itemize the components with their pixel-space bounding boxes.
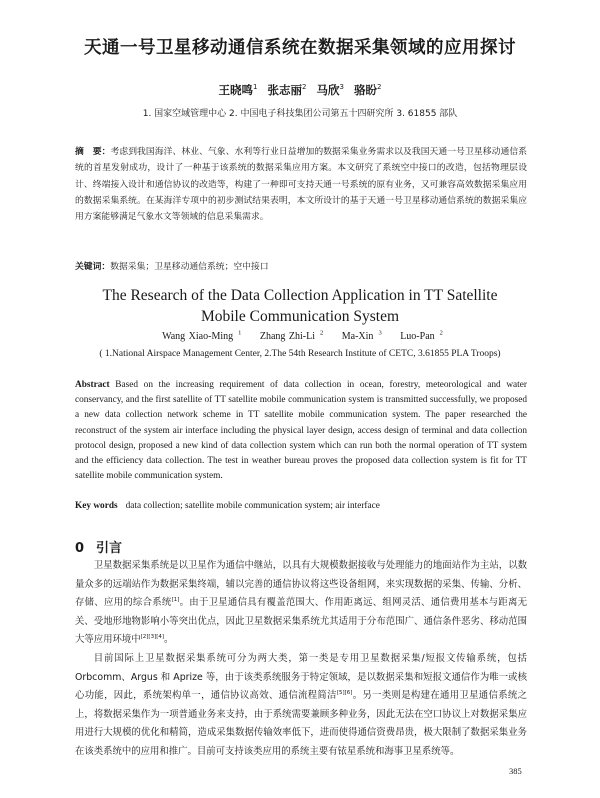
author: Zhang Zhi-Li $^2$ <box>259 330 324 343</box>
english-title: The Research of the Data Collection Application in TT Satellite Mobile Communication System <box>102 287 498 325</box>
english-keywords-label: Key words <box>75 501 118 511</box>
paragraph: 卫星数据采集系统是以卫星作为通信中继站，以具有大规模数据接收与处理能力的地面站作为主站，以数量众多的远端站作为数据采集终端，辅以完善的通信协议将这些设备组网，来实现数据的采集、传输、分析、存储、应用的综合系统[1]。由于卫星通信具有覆盖范围大、作用距离远、组网灵活、通信费用基本与距离无关、受地形地物影响小等突出优点，因此卫星数据采集系统尤其适用于分布范围广、通信条件恶劣、移动范围大等应用环境中[2][3][4]。 <box>75 560 527 646</box>
chinese-abstract-text: 考虑到我国海洋、林业、气象、水利等行业日益增加的数据采集业务需求以及我国天通一号卫星移动通信系统的首星发射成功，设计了一种基于该系统的数据采集应用方案。本文研究了系统空中接口的改造，包括物理层设计、终端接入设计和通信协议的改造等，构建了一种即可支持天通一号系统的原有业务，又可兼容高效数据采集应用的数据采集系统。在某海洋专项中的初步测试结果表明，本文所设计的基于天通一号卫星移动通信系统的数据采集应用方案能够满足气象水文等领域的信息采集需求。 <box>75 147 527 223</box>
section-body <box>75 557 527 762</box>
english-abstract-text: Based on the increasing requirement of data collection in ocean, forestry, meteorological and water conservancy, and the first satellite of TT satellite mobile communication system is transmitted successfully, we proposed a new data collection network scheme in TT satellite mobile communication system. The paper researched the reconstruct of the system air interface including the physical layer design, access design of terminal and data collection protocol design, proposed a new kind of data collection system which can run both the normal operation of TT system and the efficiency data collection. The test in weather bureau proves the proposed data collection system is fit for TT satellite mobile communication system. <box>75 380 527 482</box>
english-authors <box>0 330 600 342</box>
section-title: 引言 <box>96 541 123 556</box>
author: 骆盼$^2$ <box>353 83 382 97</box>
author: 王晓鸣$^1$ <box>218 83 258 97</box>
chinese-title: 天通一号卫星移动通信系统在数据采集领域的应用探讨 <box>84 38 516 58</box>
english-keywords-text: data collection; satellite mobile communication system; air interface <box>125 501 380 511</box>
author: 张志丽$^2$ <box>267 83 307 97</box>
chinese-keywords <box>75 259 527 272</box>
citation: [5][6] <box>336 690 353 697</box>
section-heading <box>75 537 122 556</box>
section-number: 0 <box>75 541 85 556</box>
english-keywords <box>75 501 527 511</box>
author: Luo-Pan $^2$ <box>400 330 443 343</box>
chinese-abstract <box>75 144 527 225</box>
citation: [1] <box>171 597 180 604</box>
page-number: 385 <box>509 766 522 776</box>
author: Ma-Xin $^3$ <box>341 330 382 343</box>
english-affiliation: ( 1.National Airspace Management Center, 2.The 54th Research Institute of CETC, 3.61855 PLA Troops) <box>99 349 501 359</box>
author: 马欣$^3$ <box>316 83 344 97</box>
author: Wang Xiao-Ming $^1$ <box>162 330 242 343</box>
chinese-authors <box>0 82 600 98</box>
chinese-abstract-label: 摘 要： <box>75 147 111 157</box>
citation: [2][3][4] <box>140 634 165 641</box>
chinese-affiliation: 1. 国家空域管理中心 2. 中国电子科技集团公司第五十四研究所 3. 61855 部队 <box>142 109 458 119</box>
english-abstract-label: Abstract <box>75 380 110 390</box>
english-abstract <box>75 378 527 484</box>
chinese-keywords-label: 关键词： <box>75 262 111 272</box>
paragraph: 目前国际上卫星数据采集系统可分为两大类，第一类是专用卫星数据采集/短报文传输系统，包括 Orbcomm、Argus 和 Aprize 等，由于该类系统服务于特定领域，是以数据采集和短报文通信作为唯一或核心功能，因此，系统架构单一，通信协议高效、通信流程简洁[5][6]。另一类则是构建在通用卫星通信系统之上，将数据采集作为一项普通业务来支持，由于系统需要兼顾多种业务，因此无法在空口协议上对数据采集应用进行大规模的优化和精简，造成采集数据传输效率低下，进而使得通信资费昂贵，极大限制了数据采集业务在该类系统中的应用和推广。目前可支持该类应用的系统主要有铱星系统和海事卫星系统等。 <box>75 652 527 757</box>
chinese-keywords-text: 数据采集；卫星移动通信系统；空中接口 <box>110 262 269 272</box>
